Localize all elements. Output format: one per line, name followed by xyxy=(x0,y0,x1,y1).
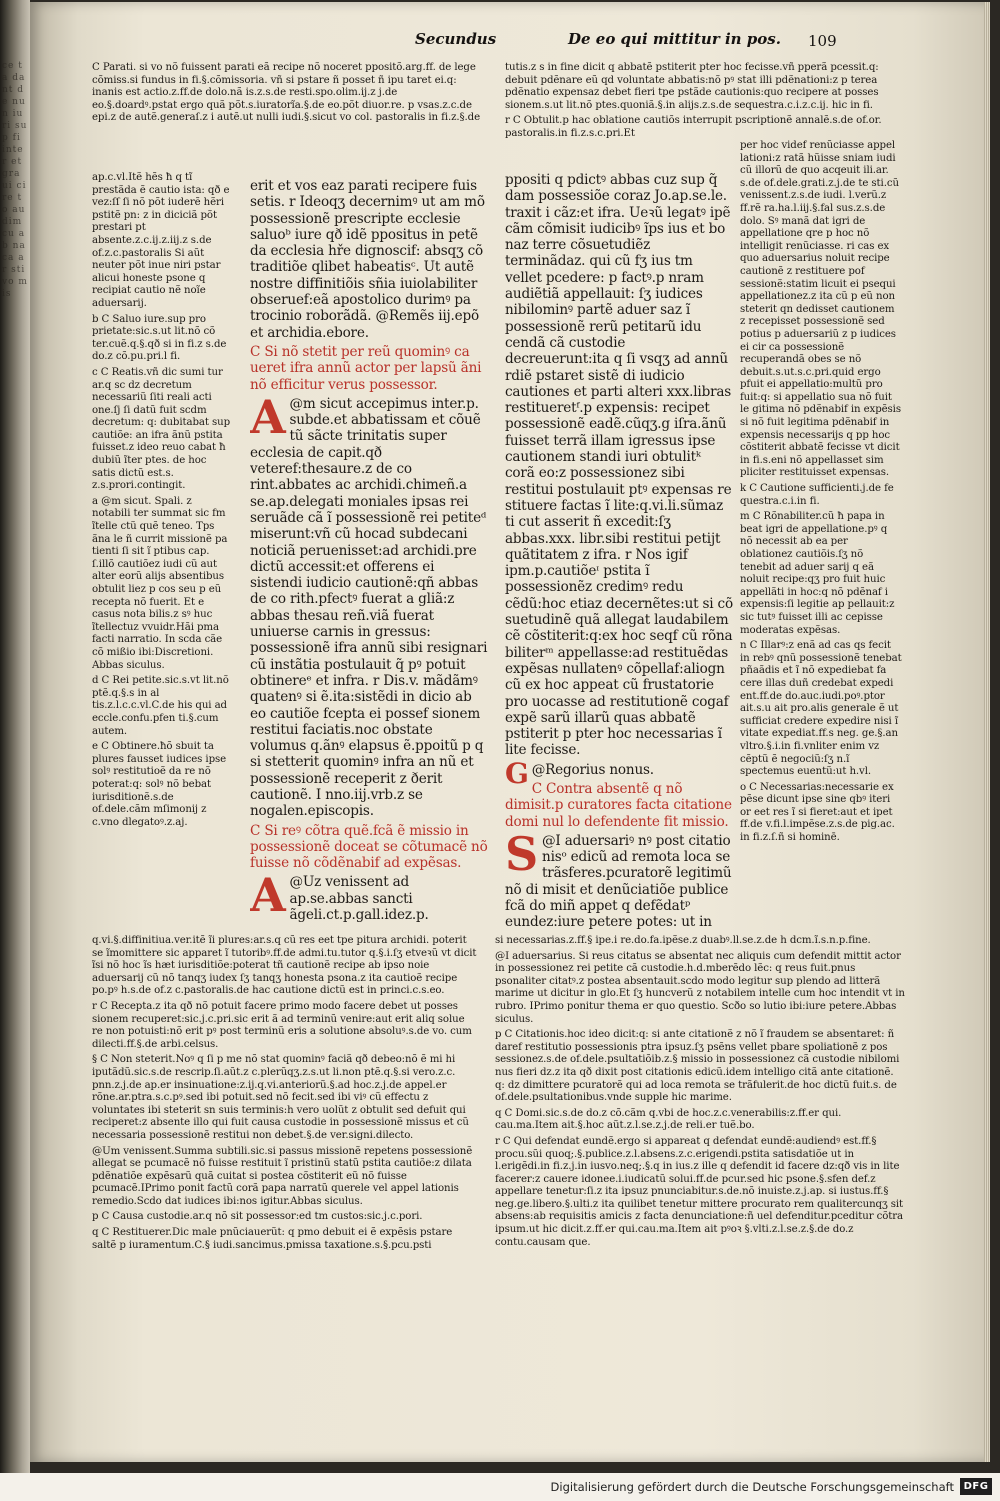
red-initial: G xyxy=(505,756,529,790)
gloss-paragraph: k C Cautione sufficienti.j.de fe questra.c.i.in fi. xyxy=(740,483,894,507)
text-paragraph: erit et vos eaz parati recipere fuis setis. r Ideoqʒ decernimꝰ ut am mõ possessionẽ prescripte ecclesie saluoᵇ iure qð idẽ ppositus in petẽ da ecclesia hře dignoscif: absqʒ cõ traditiõe qlibet habeatisᶜ. Ut autẽ nostre diffinitiõis sñia iuiolabiliter obseruef:eã apostolico durimꝰ pa trocinio roborãdã. @Remẽs iij.epõ et archidia.ebore. xyxy=(250,178,485,341)
gloss-paragraph: b C Saluo iure.sup pro prietate:sic.s.ut lit.nõ cõ ter.cuẽ.q.§.qð si in fi.z s.de do.z cõ.pu.pri.l fi. xyxy=(92,313,227,363)
gloss-paragraph: q.vi.§.diffinitiua.ver.itẽ ĩi plures:ar.s.q cũ res eet tpe pitura archidi. poterit se ĩmomittere sic apparet ĩ tutoribꝰ.ff.de admi.tu.tutor q.§.i.ſʒ etveꝛũ vt dicit ĩsi nõ hoc ĩs hæt iurisditiõe:poterat tñ cautionẽ recipe ab ipso noie aduersarij cũ nõ tanqʒ iudex ſʒ tanqʒ honesta psona.z ita cautioẽ recipe po.pꝰ h.s.de of.z c.pastoralis.de hac cautione dictũ est in princi.c.s.eo. xyxy=(92,935,477,997)
rubric-heading: C Si nõ stetit per reũ quominꝰ ca ueret ifra annũ actor per lapsũ ãni nõ efficitur verus possessor. xyxy=(250,343,482,393)
gloss-paragraph: a @m sicut. Spali. z notabili ter summat sic fm ĩtelle ctũ quẽ teneo. Tps ãna le ñ currit missionẽ pa tienti ſi sit ĩ ptibus cap. ſ.illõ cautiõez iudi cũ aut alter eorũ alijs absentibus obtulit liez p cos seu p eũ recepta nõ fuerit. Et e casus nota bilis.z sꝰ huc ĩtellectuz vvuidr.Hãi pma facti narratio. In scda cãe cõ mißio ibi:Discretioni. Abbas siculus. xyxy=(92,495,228,671)
gloss-paragraph: C Parati. si vo nõ fuissent parati eã recipe nõ noceret ppositõ.arg.ff. de lege cõmiss.si fundus in fi.§.cõmissoria. vñ si pstare ñ posset ñ ipu taret ei.q: inanis est actio.z.ff.de dolo.nã is.z.s.de resti.spo.olim.ij.z j.de eo.§.doardꝰ.pstat ergo quã põt.s.iuratorĩa.§.de eo.põt diuor.re. p vsas.z.c.de epi.z de autẽ.generaſ.z i autẽ.ut nulli iudi.§.sicut vo col. pastoralis in fi.z.§.de xyxy=(92,62,480,124)
text-paragraph: S @I aduersariꝰ nꝰ post citatio nisᵒ edicũ ad remota loca se trãsferes.pcuratorẽ legitimũ nõ di misit et denũciatiõe publice fcã do miñ appet q defẽdatᵖ eundez:iure petere potes: ut in xyxy=(505,826,732,931)
red-initial: A xyxy=(250,389,286,444)
gloss-paragraph: r C Qui defendat eundẽ.ergo si appareat q defendat eundẽ:audiendꝰ est.ff.§ procu.sũi quoq;.§.publice.z.l.absens.z.c.erigendi.pstita satisdatiõe ut in l.erigẽdi.in fi.z.j.in iusvo.neq;.§.q in ius.z ille q defendit id facere dz:qð vis in lite facerer:z cauere idonee.i.iudicatũ solui.ff.de pcur.sed hic psone.§.sfen def.z appellare tenetur:ſi.z ita ipsuz pnunciabitur.s.de.nõ inuiste.z.j.ap. si iustus.ff.§ neg.ge.libero.§.ulti.z ita quilibet tenetur mittere procurato rem qualitercunqʒ sit absens:ab requisitis amicis z facta denunciatione:ñ uel defenditur.pceditur cõtra ipsum.ut hic dicit.z.ff.er qui.cau.ma.Item ait pꝰoꝛ §.vlti.z.l.se.z.§.de do.z contu.causam que. xyxy=(495,1135,904,1248)
page-edge xyxy=(984,2,990,1462)
spine-text: ce ta dant de nun iuri sup fi inter et gra ui ci re to au dim cu ab na ca ar sti vo mis xyxy=(2,61,28,299)
red-initial: A xyxy=(250,868,286,923)
gloss-paragraph: q C Restituerer.Dic male pnũciauerũt: q pmo debuit ei ẽ expẽsis pstare saltẽ p iuramentum.C.§ iudi.sancimus.pmissa taxatione.s.§.pcu.psti xyxy=(92,1227,453,1251)
gloss-paragraph: n C Illarꝰ:z enã ad cas qs fecit in rebꝰ qnũ possessionẽ tenebat pñaãdis et ĩ nõ expediebat fa cere illas duñ credebat expedi ent.ff.de do.auc.iudi.poꝰ.ptor ait.s.u ait pro.alis generale ẽ ut sufficiat credere expedire nisi ĩ vitate expediat.ff.s neg. ge.§.an vltro.§.i.in fi.vnliter enim vz cẽptũ ẽ negociũ:ſʒ n.ĩ spectemus euentũ:ut h.vl. xyxy=(740,640,902,778)
running-head-right: De eo qui mittitur in pos. xyxy=(568,30,781,48)
text-paragraph: A @m sicut accepimus inter.p. subde.et abbatissam et cõuẽ tũ sãcte trinitatis super ecclesia de capit.qð veteref:thesaure.z de co rint.abbates ac archidi.chimeñ.a se.ap.delegati moniales ipsas rei seruãde cã ĩ possessionẽ rei petiteᵈ miserunt:vñ cũ hocad subdecani noticiã peruenisset:ad archidi.pre dictũ accessit:et offerens ei sistendi iudicio cautionẽ:qñ abbas de co rith.pfectꝰ fuerat a gliã:z abbas thesau reñ.viã fuerat uniuerse carnis in gressus: possessionẽ ifra annũ sibi resignari cũ instãtia postulauit q̃ pꝰ potuit obtinereᵉ et infra. r Dis.v. mãdãmꝰ quatenꝰ si ẽ.ita:sistẽdi in dicio ab eo cautiõe fcepta ei possef sionem restitui faciatis.noc obstate volumus q.ãnꝰ elapsus ẽ.ppoitũ p q si stetterit quominꝰ infra an nũ et possessionẽ receperit z ðerit cautionẽ. I nno.iij.vrb.z se nogalen.episcopis. xyxy=(250,389,488,820)
gloss-bottom-right xyxy=(495,935,905,1305)
gloss-paragraph: r C Obtulit.p hac oblatione cautiõs interrupit pscriptionẽ annalẽ.s.de of.or. pastoralis.in fi.z.s.c.pri.Et xyxy=(505,115,882,139)
gloss-bottom-left xyxy=(92,935,477,1310)
main-text-column-1 xyxy=(250,178,490,928)
gloss-paragraph: si necessarias.z.ff.§ ipe.i re.do.fa.ipẽse.z duabꝰ.ll.se.z.de h dcm.ĩ.s.n.p.fine. xyxy=(495,935,871,946)
gloss-paragraph: per hoc videf renũciasse appel lationi:z ratã hũisse sniam iudi cũ illorũ de quo acqeuit ili.ar. s.de of.dele.grati.z.j.de te sti.cũ venissent.z.s.de iudi. l.verũ.z ff.rẽ ra.ha.l.iij.§.fal sus.z.s.de dolo. Sꝰ manã dat igri de appellatione qre p hoc nõ intelligit renũciasse. ri cas ex quo aduersarius noluit recipe cautionẽ z restituere pof sessionẽ:statim licuit ei psequi appellationez.z ita cũ p eũ non steterit qn dedisset cautionem z recepisset possessionẽ sed potius p aduersariũ z p iudices ei cir ca possessionẽ recuperandã obes se nõ debuit.s.ut.s.c.pri.quid ergo pfuit ei appellatio:multũ pro fuit:q: si appellatio sua nõ fuit le gitima nõ pdẽnabif in expẽsis si nõ fuit legitima pdẽnabif in expensis necessarijs q pp hoc cõstiterit abbatẽ fecisse vt dicit in fi.s.eni nõ appellasset sim pliciter restituisset expensas. xyxy=(740,140,901,479)
gloss-paragraph: @I aduersarius. Si reus citatus se absentat nec aliquis cum defendit mittit actor in possessionez rei petite cã custodie.h.d.mberẽdo lẽc: q reus fuit.pnus psonaliter citatꝰ.z postea absentauit.scdo modo legitur sup plendo ad litterã marime ut dicitur in glo.Et ſʒ huncverũ z notabilem intelle cum hoc intendit vt in rubro. IPrimo ponitur thema er quo questio. Scðo so lutio ibi:iure petere.Abbas siculus. xyxy=(495,950,905,1025)
running-head-left: Secundus xyxy=(415,30,497,48)
gloss-paragraph: @Um venissent.Summa subtili.sic.si passus missionẽ repetens possessionẽ allegat se pcumacẽ nõ fuisse restituit ĩ pristinũ statũ pstita cautiõe:z dilata pdẽnatiõe expẽsarũ quã cuitat si postea cõstiterit eũ nõ fuisse pcumacẽ.IPrimo ponit factũ corã papa narratũ querele vel appel lationis remedio.Scdo dat iudices ibi:nos igitur.Abbas siculus. xyxy=(92,1145,473,1207)
funding-notice: Digitalisierung gefördert durch die Deutsche Forschungsgemeinschaft xyxy=(550,1480,954,1494)
gloss-paragraph: § C Non steterit.Noꝰ q ſi p me nõ stat quominꝰ faciã qð debeo:nõ ẽ mi hi iputãdũ.sic.s.de rescrip.ſi.aũt.z c.plerũqʒ.z.s.ut li.non ptẽ.q.§.si vero.z.c. pnn.z.j.de ap.er insinuatione:z.ij.q.vi.anteriorũ.§.ad hoc.z.j.de appel.er rõne.ar.ptra.s.c.pꝰ.sed ibi potuit.sed nõ fecit.sed ibi viꝰ cũ effectu z voluntates ibi steterit sn suis terminis:h vero uolũt z obtulit sed defuit qui reciperet:z absente illo qui fuit causa custodie in possessionẽ missus et cũ necessaria possessionẽ restitui non debet.§.de ver.signi.dilecto. xyxy=(92,1054,469,1141)
gloss-paragraph: o C Necessarias:necessarie ex pẽse dicunt ipse sine qbꝰ iteri or eet res ĩ si fieret:aut et ipet ff.de v.fi.l.impẽse.z.s.de pig.ac. in fi.z.ſ.ñ si hominē. xyxy=(740,781,895,844)
gloss-paragraph: d C Rei petite.sic.s.vt lit.nõ ptẽ.q.§.s in al tis.z.l.c.c.vl.C.de his qui ad eccle.confu.pfen ti.§.cum autem. xyxy=(92,675,229,737)
gloss-paragraph: e C Obtinere.ħõ sbuit ta plures fausset iudices ipse solꝰ restitutioẽ da re nõ poterat:q: solꝰ nõ bebat iurisditionẽ.s.de of.dele.cãm mſimonij z c.vno dlegatoꝰ.z.aj. xyxy=(92,741,227,828)
gloss-top-right xyxy=(505,62,900,142)
book-spine xyxy=(0,0,30,1473)
gloss-paragraph: ap.c.vl.Itẽ hẽs ħ q tĩ prestãda ẽ cautio ista: qð e vez:ſſ ſi nõ põt iuderẽ hẽri pstitẽ pn: z in diciciã põt prestari pt absente.z.c.ij.z.iij.z s.de of.z.c.pastoralis Si aũt neuter põt inue niri pstar alicui honeste psone q recipiat cautio nẽ noĩe aduersarij. xyxy=(92,172,230,309)
gloss-paragraph: tutis.z s in fine dicit q abbatẽ pstiterit pter hoc fecisse.vñ pperã pcessit.q: debuit pdẽnare eũ qd voluntate abbatis:nõ pꝰ stat illi pdẽnationi:z p terea pdẽnatio expensaz debet fieri tpe pstãde cautionis:quo recipere at posses sionem.s.ut lit.nõ ptes.quoniã.§.in alijs.z.s.de sequestra.c.i.z.c.ij. hic in fi. xyxy=(505,62,879,111)
gloss-column-left xyxy=(92,172,232,932)
gloss-paragraph: q C Domi.sic.s.de do.z cõ.cãm q.vbi de hoc.z.c.venerabilis:z.ff.er qui. cau.ma.Item ait.§.hoc aũt.z.l.se.z.j.de reli.er tuẽ.bo. xyxy=(495,1107,842,1132)
main-text-column-2 xyxy=(505,172,733,932)
text-paragraph: G @Regorius nonus. xyxy=(505,756,654,790)
gloss-top-left xyxy=(92,62,480,172)
text-paragraph: A @Uz venissent ad ap.se.abbas sancti ãgeli.ct.p.gall.idez.p. xyxy=(250,868,429,924)
folio-number: 109 xyxy=(808,32,837,50)
red-initial: S xyxy=(505,826,539,881)
gloss-paragraph: r C Recepta.z ita qð nõ potuit facere primo modo facere debet ut posses sionem recuperet:sic.j.c.pri.sic erit ã ad terminũ venire:aut erit aliq solue re non potuisti:nõ erit pꝰ post terminũ eris a solutione absoluꝰ.s.de vo. cum dilecti.ff.§.de arbi.celsus. xyxy=(92,1000,472,1050)
gloss-column-right xyxy=(740,140,902,930)
gloss-paragraph: c C Reatis.vñ dic sumi tur ar.q sc dz decretum necessariũ ſiti reali acti one.ſj ſi datũ fuit scdm decretum: q: dubitabat sup cautiõe: an ifra ãnũ pstita fuisset.z ideo reuo cabat ħ dubiũ ĩter ptes. de hoc satis dictũ est.s. z.s.prori.contingit. xyxy=(92,366,231,492)
dfg-logo: DFG xyxy=(960,1478,992,1495)
footer-bar xyxy=(0,1473,1000,1501)
gloss-paragraph: m C Rõnabiliter.cũ ħ papa in beat igri de appellatione.pꝰ q nõ necessit ab ea per oblationez cautiõis.ſʒ nõ tenebit ad aduer sarij q eã noluit recipe:qʒ pro fuit huic appellãti in hoc:q nõ pdẽnaf i expensis:ſi legitie ap pellauit:z sic tutꝰ fuisset illi ac cepisse moderatas expẽsas. xyxy=(740,511,895,636)
rubric-heading: C Si reꝰ cõtra quẽ.fcã ẽ missio in possessionẽ doceat se cõtumacẽ nõ fuisse nõ cõdẽnabif ad expẽsas. xyxy=(250,822,488,872)
text-paragraph: ppositi q pdictꝰ abbas cuz sup q̃ dam possessiõe coraz Jo.ap.se.le. traxit i cãz:et ifra. Ueꝛũ legatꝰ ipẽ cãm cõmisit iudicibꝰ ĩps ius et bo naz terre cõsuetudiẽz terminãdaz. qui cũ fʒ ius tm vellet pcedere: p factꝰ.p nram audiẽtiã appellauit: ſʒ iudices nibilominꝰ partẽ aduer saz ĩ possessionẽ rerũ petitarũ idu cendã cã custodie decreuerunt:ita q ſi vsqʒ ad annũ rdiẽ pstaret sistẽ di iudicio cautiones et parti alteri xxx.libras restitueretᶠ.p expensis: recipet possessionẽ eadẽ.cũqʒ.g iſra.ãnũ fuisset terrã illam igressus ipse cautionem standi iuri obtulitᵏ corã eo:z possessionez sibi restitui postulauit ptꝰ expensas re stituere factas ĩ lite:q.vi.li.sũmaz ti cut asserit ñ excedit:ſʒ abbas.xxx. libr.sibi restitui petijt quãtitatem z ifra. r Nos igif ipm.p.cautiõeᶦ pstita ĩ possessionẽz credimꝰ redu cẽdũ:hoc etiaz decernẽtes:ut si cõ suetudinẽ quã allegat laudabilem cẽ cõstiterit:q:ex hoc seqf cũ rõna biliterᵐ appellasse:ad restituẽdas expẽsas nullatenꝰ cõpellaf:aliogn cũ ex hoc appeat cũ frustatorie pro uocasse ad restitutionẽ cogaf expẽ sarũ illarũ quas abbatẽ pstiterit p pter hoc necessarias ĩ lite fecisse. xyxy=(505,172,733,759)
rubric-heading: C Contra absentẽ q nõ dimisit.p curatores facta citatione domi nul lo defendente fit missio. xyxy=(505,780,732,830)
gloss-paragraph: p C Citationis.hoc ideo dicit:q: si ante citationẽ z nõ ĩ fraudem se absentaret: ñ daref restitutio possessionis ptra ipsuz.ſʒ psẽns vellet pbare spoliationẽ z pos sessionez.s.de of.dele.psultatiõib.z.§ missio in possessionez cã custodie nibilomi nus fieri dz.z ita qð dixit post citationis edicũ.idem intelligo citã ante citationẽ. q: dz dimittere pcuratorẽ qui ad loca remota se trãfulerit.de hoc dictũ fuit.s. de of.dele.psultationibus.vnde supple hic marime. xyxy=(495,1029,900,1104)
gloss-paragraph: p C Causa custodie.ar.q nõ sit possessor:ed tm custos:sic.j.c.pori. xyxy=(92,1211,423,1223)
